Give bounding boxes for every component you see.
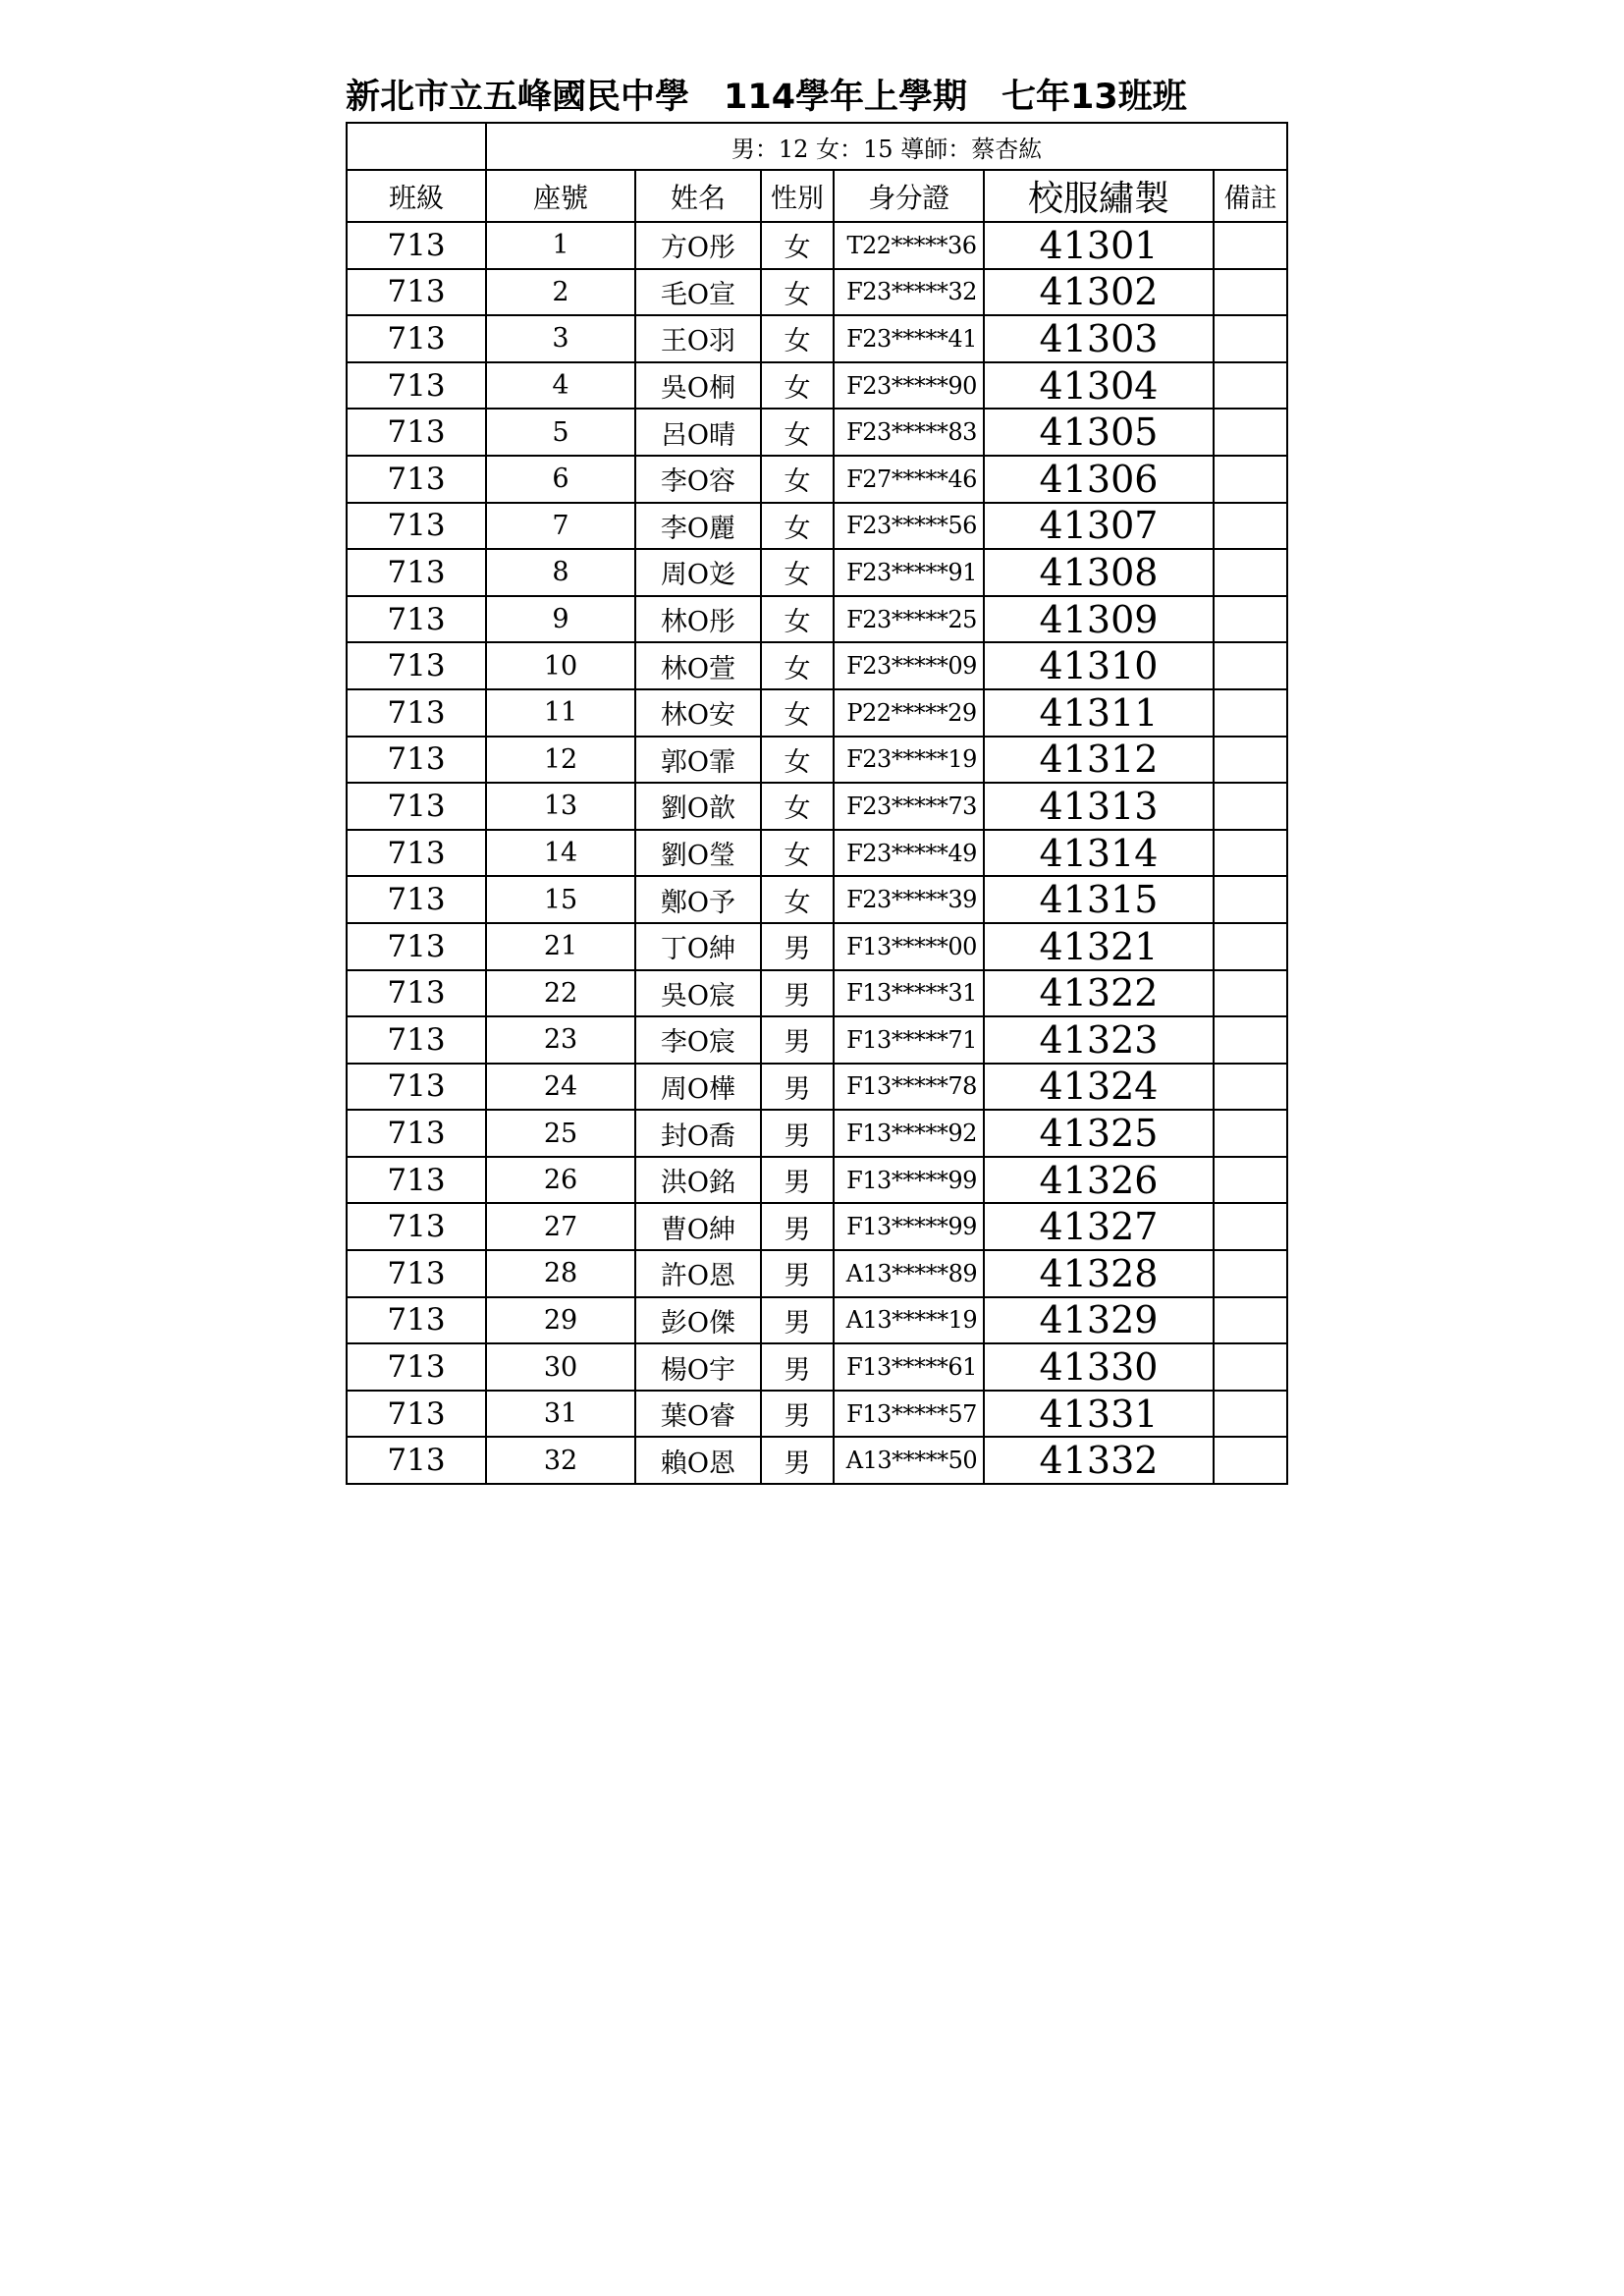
cell-name: 賴O恩 xyxy=(635,1437,761,1484)
cell-gender: 女 xyxy=(761,269,834,316)
table-row xyxy=(347,783,1287,830)
cell-note xyxy=(1214,1343,1287,1391)
cell-uniform: 41311 xyxy=(984,689,1214,737)
cell-gender: 男 xyxy=(761,1343,834,1391)
cell-class: 713 xyxy=(347,315,486,362)
cell-name: 吳O宸 xyxy=(635,970,761,1017)
cell-seat: 14 xyxy=(486,830,635,877)
cell-seat: 22 xyxy=(486,970,635,1017)
cell-seat: 8 xyxy=(486,549,635,596)
header-gender: 性別 xyxy=(761,170,834,222)
cell-name: 林O萱 xyxy=(635,642,761,689)
cell-gender: 男 xyxy=(761,1016,834,1064)
cell-class: 713 xyxy=(347,362,486,410)
summary-blank-cell xyxy=(347,123,486,170)
cell-id: F23*****32 xyxy=(834,269,984,316)
cell-gender: 女 xyxy=(761,456,834,503)
cell-seat: 11 xyxy=(486,689,635,737)
cell-seat: 25 xyxy=(486,1110,635,1157)
cell-class: 713 xyxy=(347,1437,486,1484)
cell-class: 713 xyxy=(347,409,486,456)
cell-note xyxy=(1214,1437,1287,1484)
cell-id: P22*****29 xyxy=(834,689,984,737)
cell-note xyxy=(1214,970,1287,1017)
cell-gender: 女 xyxy=(761,549,834,596)
cell-gender: 女 xyxy=(761,783,834,830)
cell-note xyxy=(1214,362,1287,410)
cell-note xyxy=(1214,876,1287,923)
cell-note xyxy=(1214,642,1287,689)
cell-seat: 7 xyxy=(486,503,635,550)
cell-seat: 29 xyxy=(486,1297,635,1344)
cell-id: F23*****83 xyxy=(834,409,984,456)
cell-name: 呂O晴 xyxy=(635,409,761,456)
cell-gender: 男 xyxy=(761,1110,834,1157)
cell-gender: 男 xyxy=(761,1437,834,1484)
cell-gender: 女 xyxy=(761,409,834,456)
cell-id: F13*****71 xyxy=(834,1016,984,1064)
header-note: 備註 xyxy=(1214,170,1287,222)
cell-id: F23*****90 xyxy=(834,362,984,410)
cell-class: 713 xyxy=(347,642,486,689)
header-row xyxy=(347,170,1287,222)
cell-note xyxy=(1214,783,1287,830)
cell-uniform: 41325 xyxy=(984,1110,1214,1157)
cell-uniform: 41313 xyxy=(984,783,1214,830)
table-row xyxy=(347,1110,1287,1157)
table-row xyxy=(347,269,1287,316)
cell-gender: 女 xyxy=(761,689,834,737)
cell-note xyxy=(1214,1250,1287,1297)
cell-name: 李O麗 xyxy=(635,503,761,550)
cell-note xyxy=(1214,923,1287,970)
cell-name: 方O彤 xyxy=(635,222,761,269)
cell-class: 713 xyxy=(347,1343,486,1391)
cell-uniform: 41315 xyxy=(984,876,1214,923)
cell-id: A13*****50 xyxy=(834,1437,984,1484)
cell-gender: 男 xyxy=(761,1391,834,1438)
cell-id: F23*****09 xyxy=(834,642,984,689)
table-row xyxy=(347,1391,1287,1438)
cell-note xyxy=(1214,456,1287,503)
cell-note xyxy=(1214,549,1287,596)
cell-note xyxy=(1214,1297,1287,1344)
cell-gender: 女 xyxy=(761,362,834,410)
table-row xyxy=(347,689,1287,737)
table-row xyxy=(347,1297,1287,1344)
table-row xyxy=(347,970,1287,1017)
cell-seat: 13 xyxy=(486,783,635,830)
cell-id: T22*****36 xyxy=(834,222,984,269)
cell-name: 林O彤 xyxy=(635,596,761,643)
cell-note xyxy=(1214,1110,1287,1157)
header-name: 姓名 xyxy=(635,170,761,222)
cell-name: 林O安 xyxy=(635,689,761,737)
cell-name: 毛O宣 xyxy=(635,269,761,316)
cell-id: F23*****73 xyxy=(834,783,984,830)
cell-id: A13*****89 xyxy=(834,1250,984,1297)
student-roster-table xyxy=(346,122,1288,1485)
cell-class: 713 xyxy=(347,1016,486,1064)
cell-seat: 10 xyxy=(486,642,635,689)
cell-name: 郭O霏 xyxy=(635,737,761,784)
table-row xyxy=(347,1064,1287,1111)
table-row xyxy=(347,409,1287,456)
cell-gender: 男 xyxy=(761,1297,834,1344)
cell-gender: 女 xyxy=(761,737,834,784)
cell-uniform: 41306 xyxy=(984,456,1214,503)
header-seat: 座號 xyxy=(486,170,635,222)
cell-seat: 30 xyxy=(486,1343,635,1391)
table-row xyxy=(347,1203,1287,1250)
cell-note xyxy=(1214,1157,1287,1204)
header-id: 身分證 xyxy=(834,170,984,222)
cell-note xyxy=(1214,315,1287,362)
table-row xyxy=(347,737,1287,784)
cell-name: 封O喬 xyxy=(635,1110,761,1157)
table-row xyxy=(347,830,1287,877)
cell-gender: 男 xyxy=(761,970,834,1017)
cell-name: 洪O銘 xyxy=(635,1157,761,1204)
cell-name: 周O樺 xyxy=(635,1064,761,1111)
table-row xyxy=(347,642,1287,689)
cell-class: 713 xyxy=(347,596,486,643)
cell-class: 713 xyxy=(347,1250,486,1297)
cell-class: 713 xyxy=(347,783,486,830)
cell-class: 713 xyxy=(347,269,486,316)
cell-seat: 28 xyxy=(486,1250,635,1297)
cell-note xyxy=(1214,409,1287,456)
cell-class: 713 xyxy=(347,876,486,923)
table-row xyxy=(347,315,1287,362)
cell-class: 713 xyxy=(347,970,486,1017)
table-row xyxy=(347,222,1287,269)
table-row xyxy=(347,1437,1287,1484)
cell-class: 713 xyxy=(347,737,486,784)
cell-class: 713 xyxy=(347,503,486,550)
cell-uniform: 41322 xyxy=(984,970,1214,1017)
cell-note xyxy=(1214,1016,1287,1064)
cell-class: 713 xyxy=(347,1110,486,1157)
cell-id: F13*****61 xyxy=(834,1343,984,1391)
cell-class: 713 xyxy=(347,923,486,970)
cell-id: F13*****99 xyxy=(834,1203,984,1250)
cell-uniform: 41323 xyxy=(984,1016,1214,1064)
cell-name: 楊O宇 xyxy=(635,1343,761,1391)
cell-note xyxy=(1214,1064,1287,1111)
cell-seat: 12 xyxy=(486,737,635,784)
cell-uniform: 41308 xyxy=(984,549,1214,596)
cell-uniform: 41329 xyxy=(984,1297,1214,1344)
cell-seat: 24 xyxy=(486,1064,635,1111)
cell-seat: 5 xyxy=(486,409,635,456)
cell-name: 王O羽 xyxy=(635,315,761,362)
cell-gender: 男 xyxy=(761,923,834,970)
cell-seat: 32 xyxy=(486,1437,635,1484)
cell-uniform: 41314 xyxy=(984,830,1214,877)
cell-class: 713 xyxy=(347,1391,486,1438)
header-uniform: 校服繡製 xyxy=(984,170,1214,222)
cell-name: 許O恩 xyxy=(635,1250,761,1297)
cell-seat: 4 xyxy=(486,362,635,410)
cell-class: 713 xyxy=(347,1203,486,1250)
cell-gender: 男 xyxy=(761,1250,834,1297)
cell-uniform: 41330 xyxy=(984,1343,1214,1391)
cell-uniform: 41332 xyxy=(984,1437,1214,1484)
table-row xyxy=(347,1250,1287,1297)
cell-name: 吳O桐 xyxy=(635,362,761,410)
cell-note xyxy=(1214,596,1287,643)
cell-class: 713 xyxy=(347,1064,486,1111)
cell-class: 713 xyxy=(347,830,486,877)
cell-name: 丁O紳 xyxy=(635,923,761,970)
page-title: 新北市立五峰國民中學 114學年上學期 七年13班班 xyxy=(346,78,1187,117)
cell-note xyxy=(1214,830,1287,877)
cell-note xyxy=(1214,503,1287,550)
cell-name: 葉O睿 xyxy=(635,1391,761,1438)
table-row xyxy=(347,876,1287,923)
cell-seat: 9 xyxy=(486,596,635,643)
cell-seat: 31 xyxy=(486,1391,635,1438)
cell-uniform: 41302 xyxy=(984,269,1214,316)
cell-class: 713 xyxy=(347,689,486,737)
cell-name: 劉O瑩 xyxy=(635,830,761,877)
cell-seat: 27 xyxy=(486,1203,635,1250)
table-row xyxy=(347,923,1287,970)
cell-note xyxy=(1214,689,1287,737)
cell-id: F23*****19 xyxy=(834,737,984,784)
cell-name: 鄭O予 xyxy=(635,876,761,923)
cell-gender: 男 xyxy=(761,1064,834,1111)
cell-note xyxy=(1214,1203,1287,1250)
table-row xyxy=(347,456,1287,503)
cell-gender: 女 xyxy=(761,876,834,923)
cell-uniform: 41305 xyxy=(984,409,1214,456)
table-row xyxy=(347,1343,1287,1391)
cell-class: 713 xyxy=(347,1297,486,1344)
cell-seat: 26 xyxy=(486,1157,635,1204)
cell-seat: 15 xyxy=(486,876,635,923)
class-summary: 男：12 女：15 導師：蔡杏紘 xyxy=(486,123,1287,170)
cell-id: F23*****49 xyxy=(834,830,984,877)
cell-id: F13*****57 xyxy=(834,1391,984,1438)
cell-uniform: 41307 xyxy=(984,503,1214,550)
cell-seat: 3 xyxy=(486,315,635,362)
cell-id: F23*****41 xyxy=(834,315,984,362)
cell-name: 李O宸 xyxy=(635,1016,761,1064)
table-row xyxy=(347,362,1287,410)
cell-name: 劉O歆 xyxy=(635,783,761,830)
cell-uniform: 41327 xyxy=(984,1203,1214,1250)
cell-gender: 女 xyxy=(761,596,834,643)
cell-id: F27*****46 xyxy=(834,456,984,503)
cell-name: 周O彣 xyxy=(635,549,761,596)
cell-id: F13*****99 xyxy=(834,1157,984,1204)
cell-uniform: 41331 xyxy=(984,1391,1214,1438)
table-row xyxy=(347,503,1287,550)
cell-seat: 6 xyxy=(486,456,635,503)
cell-gender: 女 xyxy=(761,642,834,689)
cell-uniform: 41328 xyxy=(984,1250,1214,1297)
cell-uniform: 41303 xyxy=(984,315,1214,362)
header-class: 班級 xyxy=(347,170,486,222)
cell-gender: 女 xyxy=(761,830,834,877)
cell-id: A13*****19 xyxy=(834,1297,984,1344)
table-row xyxy=(347,1016,1287,1064)
cell-note xyxy=(1214,737,1287,784)
cell-seat: 21 xyxy=(486,923,635,970)
cell-id: F13*****31 xyxy=(834,970,984,1017)
cell-id: F23*****25 xyxy=(834,596,984,643)
cell-note xyxy=(1214,269,1287,316)
cell-class: 713 xyxy=(347,1157,486,1204)
cell-uniform: 41309 xyxy=(984,596,1214,643)
cell-seat: 1 xyxy=(486,222,635,269)
cell-uniform: 41301 xyxy=(984,222,1214,269)
cell-uniform: 41324 xyxy=(984,1064,1214,1111)
cell-uniform: 41312 xyxy=(984,737,1214,784)
cell-id: F13*****00 xyxy=(834,923,984,970)
cell-seat: 23 xyxy=(486,1016,635,1064)
cell-gender: 女 xyxy=(761,503,834,550)
cell-name: 彭O傑 xyxy=(635,1297,761,1344)
cell-id: F23*****91 xyxy=(834,549,984,596)
cell-seat: 2 xyxy=(486,269,635,316)
cell-id: F13*****92 xyxy=(834,1110,984,1157)
cell-note xyxy=(1214,1391,1287,1438)
cell-uniform: 41326 xyxy=(984,1157,1214,1204)
cell-id: F23*****39 xyxy=(834,876,984,923)
cell-gender: 男 xyxy=(761,1157,834,1204)
cell-gender: 男 xyxy=(761,1203,834,1250)
cell-name: 曹O紳 xyxy=(635,1203,761,1250)
cell-name: 李O容 xyxy=(635,456,761,503)
table-row xyxy=(347,1157,1287,1204)
cell-uniform: 41304 xyxy=(984,362,1214,410)
cell-id: F23*****56 xyxy=(834,503,984,550)
cell-class: 713 xyxy=(347,456,486,503)
cell-class: 713 xyxy=(347,222,486,269)
cell-gender: 女 xyxy=(761,222,834,269)
cell-note xyxy=(1214,222,1287,269)
table-row xyxy=(347,596,1287,643)
cell-id: F13*****78 xyxy=(834,1064,984,1111)
cell-gender: 女 xyxy=(761,315,834,362)
cell-class: 713 xyxy=(347,549,486,596)
cell-uniform: 41310 xyxy=(984,642,1214,689)
summary-row xyxy=(347,123,1287,170)
cell-uniform: 41321 xyxy=(984,923,1214,970)
table-row xyxy=(347,549,1287,596)
